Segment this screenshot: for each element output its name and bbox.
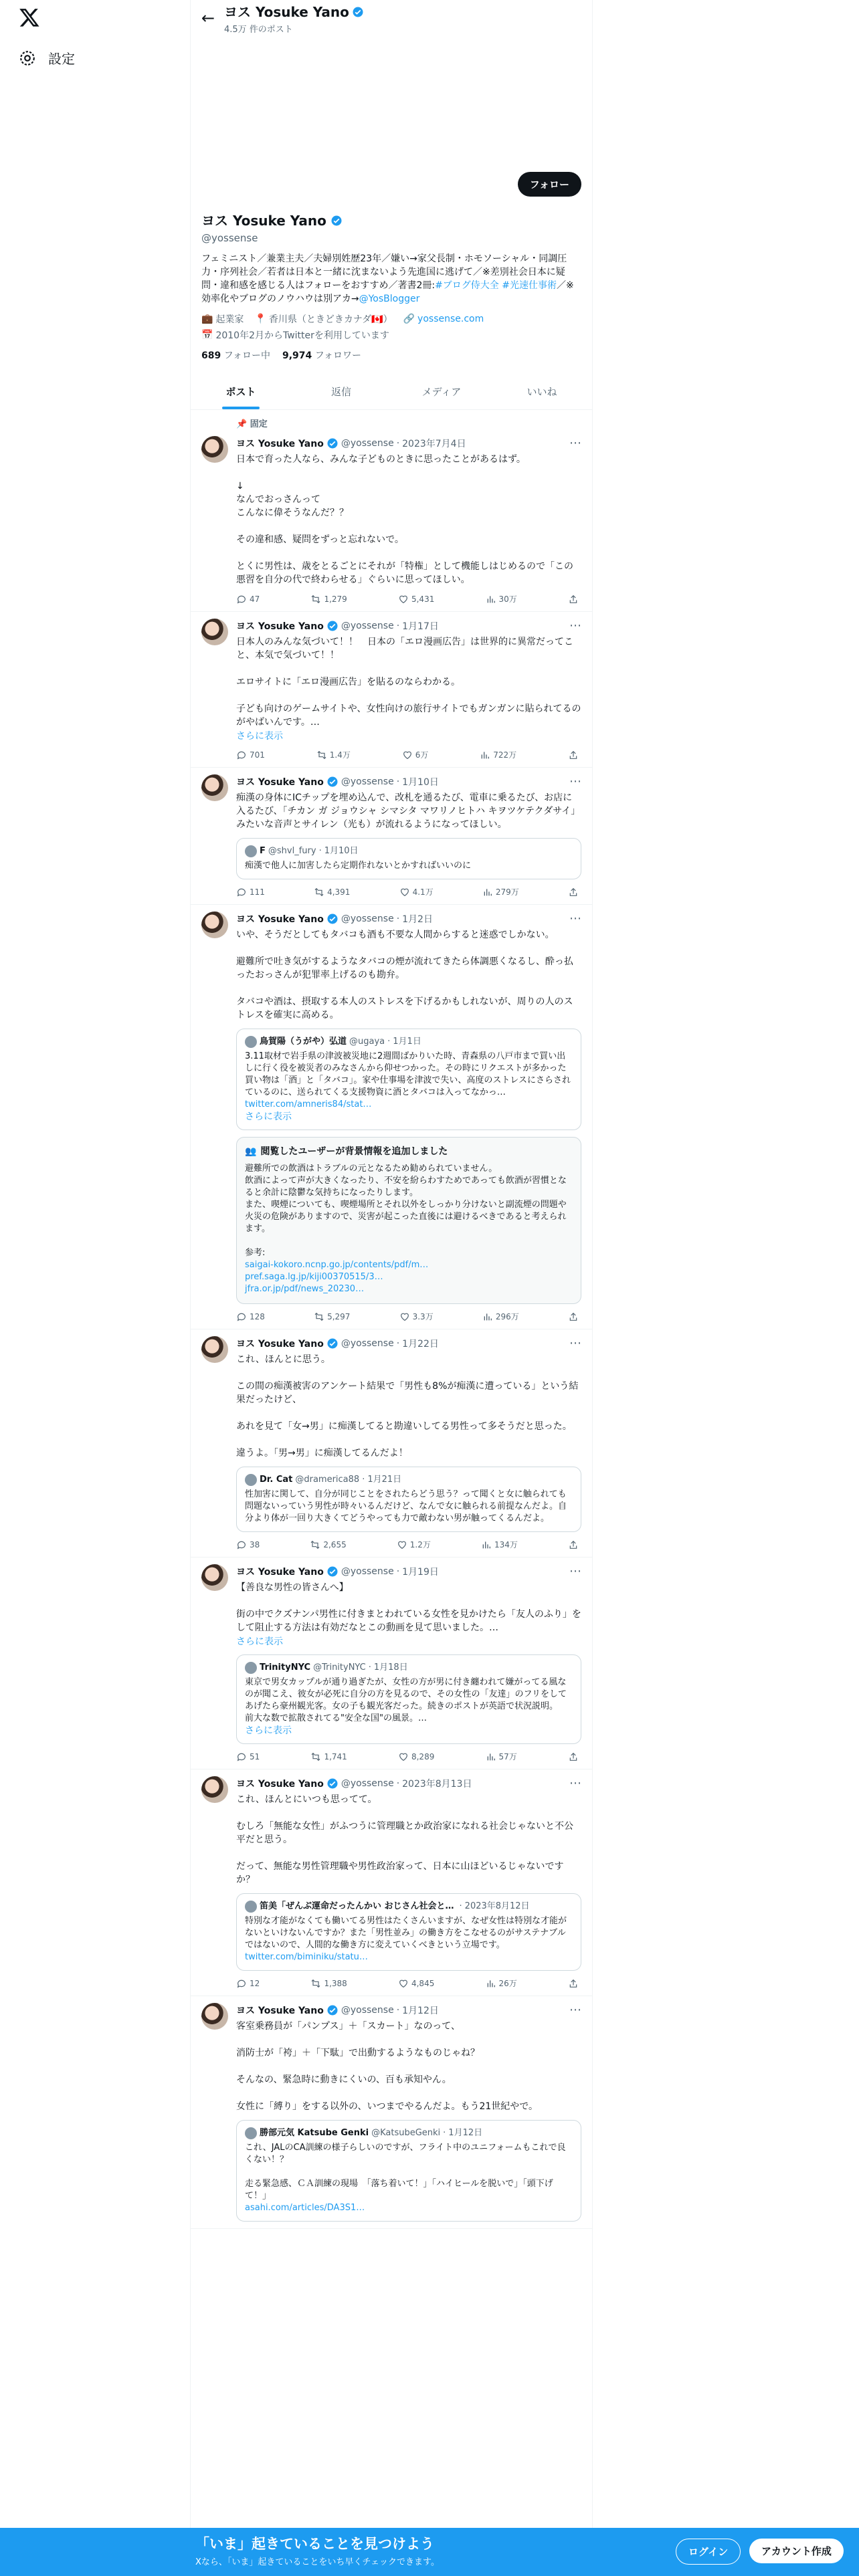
reply-icon (236, 750, 247, 760)
tweet-date[interactable]: 2023年8月13日 (402, 1778, 472, 1790)
quote-author-name: 勝部元気 Katsube Genki (260, 2128, 369, 2138)
tweet-text: 日本で育った人なら、みんな子どものときに思ったことがあるはず。 ↓ なんでおっさんって こんなに偉そうなんだ？？ その違和感、疑問をずっと忘れないで。 とくに男性は、歳をとるごとにそれが「特権」として機能しはじめるので「この悪習を自分の代で終わらせる」ぐらいに思ってほしい。 (236, 454, 573, 585)
repost-icon (310, 1539, 320, 1550)
more-options-icon[interactable]: ⋯ (569, 911, 581, 926)
quote-date: 1月1日 (393, 1037, 421, 1047)
avatar[interactable] (201, 436, 228, 463)
tweet-handle: @yossense (341, 913, 394, 924)
share-icon (568, 750, 579, 760)
website-item[interactable]: 🔗 yossense.com (403, 314, 484, 324)
top-bar (191, 0, 592, 36)
tweet-header (236, 1336, 581, 1350)
link-icon: 🔗 (403, 314, 415, 324)
quoted-tweet[interactable] (236, 2120, 581, 2222)
tweet-actions (236, 749, 581, 760)
more-options-icon[interactable]: ⋯ (569, 1336, 581, 1350)
followers-stat[interactable]: 9,974 フォロワー (282, 350, 362, 361)
reply-button[interactable]: 38 (236, 1539, 260, 1550)
views-button[interactable]: 722万 (480, 749, 516, 760)
tweet-text: 痴漢の身体にICチップを埋め込んで、改札を通るたび、電車に乗るたび、お店に入るたび、「チカン ガ ジョウシャ シマシタ マワリノヒトハ キヲツケテクダサイ」みたいな音声とサイレン（光も）が流れるようになってほしい。 (236, 792, 581, 830)
views-icon (481, 1539, 492, 1550)
following-stat[interactable]: 689 フォロー中 (201, 350, 270, 361)
header-title: ヨス Yosuke Yano (224, 1, 364, 21)
share-icon (568, 1311, 579, 1322)
signup-button[interactable]: アカウント作成 (749, 2539, 844, 2563)
tweet-actions (236, 886, 581, 897)
gear-icon (19, 49, 36, 67)
separator-dot: · (396, 1778, 400, 1789)
share-icon (568, 1751, 579, 1762)
nav-settings[interactable] (19, 48, 75, 68)
tweet-text: 客室乗務員が「パンプス」＋「スカート」なのって、 消防士が「袴」＋「下駄」で出動するようなものじゃね？ そんなの、緊急時に動きにくいの、百も承知やん。 女性に「縛り」をする以外の、いつまでやるんだよ。もう21世紀やで。 (236, 2021, 538, 2112)
separator-dot: · (396, 437, 400, 449)
reply-icon (236, 594, 247, 605)
reply-button[interactable]: 12 (236, 1977, 260, 1989)
tweet-date[interactable]: 1月10日 (402, 776, 439, 788)
tweet[interactable] (191, 1996, 592, 2229)
quote-header (245, 1036, 573, 1048)
quote-handle: @dramerica88 (295, 1475, 360, 1485)
like-button[interactable]: 4,845 (398, 1977, 434, 1989)
show-more-link[interactable]: さらに表示 (245, 1111, 292, 1122)
verified-badge-icon (326, 437, 339, 449)
quote-author-name: 鳥賀陽（うがや）弘道 (260, 1037, 347, 1047)
follow-button[interactable]: フォロー (518, 172, 581, 197)
quote-avatar (245, 1662, 257, 1674)
separator-dot: · (396, 1337, 400, 1349)
heart-icon (398, 1751, 409, 1762)
verified-badge-icon (326, 1566, 339, 1578)
people-icon: 👥 (245, 1146, 257, 1157)
views-icon (480, 750, 490, 760)
tweet-header (236, 1564, 581, 1578)
reply-button[interactable]: 701 (236, 749, 265, 760)
tweet-actions (236, 1751, 581, 1762)
tweet-header (236, 2003, 581, 2017)
separator-dot: · (396, 620, 400, 631)
share-button[interactable] (568, 886, 579, 897)
quote-avatar (245, 1036, 257, 1048)
quote-text: 特別な才能がなくても働いてる男性はたくさんいますが、なぜ女性は特別な才能がないといけないんですか？また「男性並み」の働き方をこなせるのがサステナブルではないので、人間的な働き方に変えていくべきという立場です。 (245, 1916, 567, 1950)
verified-badge-icon (326, 1778, 339, 1790)
tweet-header (236, 774, 581, 788)
reply-icon (236, 1539, 247, 1550)
quote-avatar (245, 845, 257, 857)
show-more-link[interactable]: さらに表示 (236, 731, 283, 742)
share-button[interactable] (568, 1539, 579, 1550)
note-text: 避難所での飲酒はトラブルの元となるため勧められていません。 飲酒によって声が大きくなったり、不安を紛らわすためであっても飲酒が習慣となると余計に陰鬱な気持ちになったりします。 また、喫煙についても、喫煙場所とそれ以外をしっかり分けないと副流煙の問題や火災の危険がありますので、災害が起こった直後には避けるべきであると考えられます。 (245, 1164, 567, 1234)
quote-header (245, 1662, 573, 1674)
quote-avatar (245, 1901, 257, 1913)
share-button[interactable] (568, 1977, 579, 1989)
tab-posts[interactable]: ポスト (191, 374, 291, 409)
location-icon: 📍 (254, 314, 266, 324)
views-button[interactable]: 279万 (482, 886, 519, 897)
quote-date: 1月21日 (367, 1475, 402, 1485)
tweet-date[interactable]: 1月2日 (402, 914, 433, 925)
tweet-actions (236, 1311, 581, 1322)
share-icon (568, 1978, 579, 1989)
verified-badge-icon (326, 1337, 339, 1350)
heart-icon (402, 750, 413, 760)
share-button[interactable] (568, 749, 579, 760)
repost-button[interactable]: 1,388 (310, 1977, 347, 1989)
tweet-author-name[interactable]: ヨス Yosuke Yano (236, 2005, 324, 2016)
share-button[interactable] (568, 593, 579, 605)
x-logo-icon[interactable] (19, 7, 40, 28)
views-button[interactable]: 30万 (486, 593, 517, 605)
quote-handle: @KatsubeGenki (371, 2128, 441, 2138)
more-options-icon[interactable]: ⋯ (569, 436, 581, 450)
share-button[interactable] (568, 1751, 579, 1762)
tweet[interactable] (191, 1769, 592, 1996)
tweet-header (236, 1776, 581, 1790)
quote-header (245, 1901, 573, 1913)
avatar[interactable] (201, 1336, 228, 1363)
share-icon (568, 1539, 579, 1550)
separator-dot: · (443, 2128, 446, 2138)
share-icon (568, 594, 579, 605)
reply-icon (236, 1751, 247, 1762)
separator-dot: · (387, 1037, 391, 1047)
views-icon (486, 1751, 496, 1762)
verified-badge-icon (326, 2004, 339, 2016)
show-more-link[interactable]: さらに表示 (245, 1725, 292, 1736)
tweet-handle: @yossense (341, 620, 394, 631)
quote-author-name: 笛美「ぜんぶ運命だったんかい おじさん社会と… (260, 1901, 454, 1911)
share-icon (568, 887, 579, 897)
repost-button[interactable]: 5,297 (314, 1311, 350, 1322)
tweet[interactable] (191, 429, 592, 612)
separator-dot: · (318, 846, 322, 856)
avatar[interactable] (201, 2003, 228, 2030)
views-icon (482, 1311, 493, 1322)
profile-tabs (191, 374, 592, 410)
quoted-tweet[interactable] (236, 1893, 581, 1971)
verified-badge-icon (326, 913, 339, 925)
quote-avatar (245, 2127, 257, 2139)
tweet-text: これ、ほんとに思う。 この間の痴漢被害のアンケート結果で「男性も8%が痴漢に遭っている」という結果だったけど、 あれを見て「女→男」に痴漢してると勘違いしてる男性って多そうだと思った。 違うよ。「男→男」に痴漢してるんだよ！ (236, 1354, 579, 1459)
avatar[interactable] (201, 1776, 228, 1803)
like-button[interactable]: 1.2万 (397, 1539, 431, 1550)
quote-date: 2023年8月12日 (464, 1901, 530, 1911)
avatar[interactable] (201, 1564, 228, 1591)
tweet-header (236, 619, 581, 633)
tweet-author-name[interactable]: ヨス Yosuke Yano (236, 1338, 324, 1350)
tweet-author-name[interactable]: ヨス Yosuke Yano (236, 1566, 324, 1578)
profile-banner (191, 36, 592, 191)
repost-button[interactable]: 1,279 (310, 593, 347, 605)
quote-handle: @TrinityNYC (313, 1662, 366, 1673)
repost-button[interactable]: 1.4万 (316, 749, 351, 760)
tweet-actions (236, 1977, 581, 1989)
tweet-date[interactable]: 2023年7月4日 (402, 438, 466, 449)
reply-icon (236, 1978, 247, 1989)
calendar-icon: 📅 (201, 330, 213, 340)
tweet-handle: @yossense (341, 1566, 394, 1577)
quote-author-name: TrinityNYC (260, 1662, 311, 1673)
heart-icon (397, 1539, 407, 1550)
note-title: 👥 閲覧したユーザーが背景情報を追加しました (245, 1146, 448, 1157)
reply-button[interactable]: 111 (236, 886, 265, 897)
quoted-tweet[interactable] (236, 1029, 581, 1130)
heart-icon (399, 887, 410, 897)
reply-icon (236, 887, 247, 897)
tab-media[interactable]: メディア (421, 386, 462, 398)
like-button[interactable]: 4.1万 (399, 886, 434, 897)
avatar[interactable] (201, 619, 228, 645)
quote-date: 1月18日 (373, 1662, 408, 1673)
heart-icon (398, 1978, 409, 1989)
reply-icon (236, 1311, 247, 1322)
quote-date: 1月12日 (448, 2128, 483, 2138)
like-button[interactable]: 8,289 (398, 1751, 434, 1762)
profile-info (191, 170, 592, 362)
repost-button[interactable]: 2,655 (310, 1539, 346, 1550)
show-more-link[interactable]: さらに表示 (236, 1636, 283, 1647)
separator-dot: · (396, 1566, 400, 1577)
avatar[interactable] (201, 774, 228, 801)
quote-handle: @ugaya (349, 1037, 385, 1047)
tweet-author-name[interactable]: ヨス Yosuke Yano (236, 776, 324, 788)
tweet-handle: @yossense (341, 2004, 394, 2016)
like-button[interactable]: 3.3万 (399, 1311, 434, 1322)
follow-stats (201, 348, 581, 362)
quote-text: これ、JALのCA訓練の様子らしいのですが、フライト中のユニフォームもこれで良くない！？ 走る緊急感、ＣＡ訓練の現場 「落ち着いて！」「ハイヒールを脱いで」「頭下げて！」 (245, 2143, 566, 2201)
briefcase-icon: 💼 (201, 314, 213, 324)
verified-badge-icon (326, 776, 339, 788)
separator-dot: · (396, 913, 400, 924)
profile-bio: フェミニスト／兼業主夫／夫婦別姓歴23年／嫌い→家父長制・ホモソーシャル・同調圧力・序列社会／若者は日本と一緒に沈まないよう先進国に逃げて／※差別社会日本に疑問・違和感を感じる人はフォローをおすすめ／著書2冊:#ブログ侍大全 #光速仕事術／※効率化やブログのノウハウは別アカ→@YosBlogger (201, 253, 574, 304)
heart-icon (399, 1311, 410, 1322)
tweet-header (236, 436, 581, 450)
quote-avatar (245, 1474, 257, 1486)
tweet[interactable] (191, 768, 592, 905)
tweet[interactable] (191, 905, 592, 1329)
repost-icon (316, 750, 327, 760)
login-button[interactable]: ログイン (676, 2539, 741, 2565)
reply-button[interactable]: 128 (236, 1311, 265, 1322)
more-options-icon[interactable]: ⋯ (569, 1564, 581, 1578)
tweet-date[interactable]: 1月17日 (402, 621, 439, 632)
banner-subtitle: Xなら、「いま」起きていることをいち早くチェックできます。 (195, 2557, 440, 2567)
separator-dot: · (362, 1475, 365, 1485)
repost-icon (314, 887, 324, 897)
quote-link[interactable]: twitter.com/amneris84/stat… (245, 1099, 372, 1109)
views-icon (486, 594, 496, 605)
tweet-date[interactable]: 1月22日 (402, 1338, 439, 1350)
repost-icon (310, 594, 321, 605)
tweet-author-name[interactable]: ヨス Yosuke Yano (236, 438, 324, 449)
like-button[interactable]: 6万 (402, 749, 429, 760)
tweet-date[interactable]: 1月19日 (402, 1566, 439, 1578)
repost-button[interactable]: 1,741 (310, 1751, 347, 1762)
quote-header (245, 2127, 573, 2139)
bio-mention-link[interactable]: @YosBlogger (359, 294, 420, 304)
tweet-text: いや、そうだとしてもタバコも酒も不要な人間からすると迷惑でしかない。 避難所で吐き気がするようなタバコの煙が流れてきたら体調悪くなるし、酔っ払ったおっさんが犯罪率上げるのも勘弁。 タバコや酒は、摂取する本人のストレスを下げるかもしれないが、周りの人のストレスを確実に高める。 (236, 930, 573, 1021)
settings-label: 設定 (48, 51, 75, 67)
tab-likes[interactable]: いいね (527, 386, 557, 398)
views-button[interactable]: 57万 (486, 1751, 517, 1762)
quote-header (245, 845, 573, 857)
quote-text: 痴漢で他人に加害したら定期作れないとかすればいいのに (245, 861, 472, 871)
tweet-handle: @yossense (341, 437, 394, 449)
separator-dot: · (368, 1662, 371, 1673)
verified-badge-icon (352, 5, 364, 17)
location-item: 📍 香川県（ときどきカナダ🇨🇦） (254, 314, 393, 325)
joined-item: 📅 2010年2月からTwitterを利用しています (201, 330, 389, 341)
views-icon (482, 887, 493, 897)
tweet-actions (236, 1539, 581, 1550)
views-button[interactable]: 134万 (481, 1539, 518, 1550)
tweet-handle: @yossense (341, 776, 394, 787)
bio-hashtag-link[interactable]: #ブログ侍大全 #光速仕事術 (435, 280, 557, 291)
share-button[interactable] (568, 1311, 579, 1322)
heart-icon (398, 594, 409, 605)
community-note (236, 1137, 581, 1304)
quote-link[interactable]: twitter.com/biminiku/statu… (245, 1952, 368, 1962)
more-options-icon[interactable]: ⋯ (569, 619, 581, 633)
profile-handle: @yossense (201, 232, 258, 244)
job-item: 💼 起業家 (201, 314, 244, 325)
quote-author-name: Dr. Cat (260, 1475, 293, 1485)
back-arrow-icon[interactable]: ← (201, 9, 215, 27)
quote-date: 1月10日 (324, 846, 359, 856)
views-button[interactable]: 296万 (482, 1311, 519, 1322)
verified-badge-icon (330, 214, 343, 226)
quote-text: 東京で男女カップルが通り過ぎたが、女性の方が男に付き纏われて嫌がってる風なのが聞こえ、彼女が必死に自分の方を見るので、その女性の「友達」のフリをしてあげたら豪州観光客。女の子も観光客だった。続きのポストが英語で状況説明。 前大な数で拡散されてる"安全な国"の風景。… (245, 1677, 567, 1723)
reply-button[interactable]: 51 (236, 1751, 260, 1762)
repost-icon (310, 1751, 321, 1762)
signup-banner (0, 2528, 859, 2576)
quote-link[interactable]: asahi.com/articles/DA3S1… (245, 2203, 365, 2213)
tweet-actions (236, 593, 581, 605)
tweet-date[interactable]: 1月12日 (402, 2005, 439, 2016)
quote-header (245, 1474, 573, 1486)
more-options-icon[interactable]: ⋯ (569, 774, 581, 788)
tweet[interactable] (191, 1329, 592, 1558)
profile-name: ヨス Yosuke Yano (201, 210, 581, 229)
tweet-author-name[interactable]: ヨス Yosuke Yano (236, 621, 324, 632)
quoted-tweet[interactable] (236, 838, 581, 879)
note-link[interactable]: pref.saga.lg.jp/kiji00370515/3… (245, 1272, 383, 1282)
quote-handle: @shvl_fury (268, 846, 316, 856)
quote-author-name: F (260, 846, 266, 856)
quoted-tweet[interactable] (236, 1654, 581, 1744)
tweet-handle: @yossense (341, 1337, 394, 1349)
profile-meta (201, 312, 581, 342)
note-link[interactable]: jfra.or.jp/pdf/news_20230… (245, 1284, 365, 1294)
views-icon (486, 1978, 496, 1989)
separator-dot: · (459, 1901, 462, 1911)
tweet-author-name[interactable]: ヨス Yosuke Yano (236, 914, 324, 925)
quote-text: 性加害に関して、自分が同じことをされたらどう思う？って聞くと女に触られても問題ないっていう男性が時々いるんだけど、なんで女に触られる前提なんだよ。自分より体が一回り大きくてどうやっても力で敵わない男が触ってくるんだよ。 (245, 1489, 567, 1523)
tweet-text: 日本人のみんな気づいて！！ 日本の「エロ漫画広告」は世界的に異常だってこと、本気で気づいて！！ エロサイトに「エロ漫画広告」を貼るのならわかる。 子ども向けのゲームサイトや、女性向けの旅行サイトでもガンガンに貼られてるのがやばいんです。… (236, 637, 581, 728)
note-ref-label: 参考: (245, 1248, 266, 1258)
main-column (190, 0, 593, 2576)
tweet-text: これ、ほんとにいつも思ってて。 むしろ「無能な女性」がふつうに管理職とか政治家になれる社会じゃないと不公平だと思う。 だって、無能な男性管理職や男性政治家って、日本に山ほどいるじゃないですか？ (236, 1794, 573, 1885)
timeline (191, 429, 592, 2229)
tweet-text: 【善良な男性の皆さんへ】 街の中でクズナンパ男性に付きまとわれている女性を見かけたら「友人のふり」をして阻止する方法は有効だなとこの動画を見て思いました。… (236, 1582, 581, 1633)
quoted-tweet[interactable] (236, 1467, 581, 1532)
tweet-author-name[interactable]: ヨス Yosuke Yano (236, 1778, 324, 1790)
repost-icon (314, 1311, 324, 1322)
tweet-header (236, 911, 581, 926)
separator-dot: · (396, 2004, 400, 2016)
pinned-label: 📌 固定 (236, 419, 268, 429)
more-options-icon[interactable]: ⋯ (569, 1776, 581, 1790)
banner-title: 「いま」起きていることを見つけよう (195, 2536, 434, 2552)
tab-replies[interactable]: 返信 (330, 386, 351, 398)
avatar[interactable] (201, 911, 228, 938)
note-link[interactable]: saigai-kokoro.ncnp.go.jp/contents/pdf/m… (245, 1260, 429, 1270)
more-options-icon[interactable]: ⋯ (569, 2003, 581, 2017)
left-nav (0, 0, 190, 2576)
quote-text: 3.11取材で岩手県の津波被災地に2週間ばかりいた時、青森県の八戸市まで買い出しに行く役を被災者のみなさんから仰せつかった。その時にリクエストが多かった買い物は「酒」と「タバコ」。家や仕事場を津波で失い、高度のストレスにさらされているのに、送られてくる支援物資に酒とタバコは入ってなかっ… (245, 1051, 571, 1097)
views-button[interactable]: 26万 (486, 1977, 517, 1989)
repost-icon (310, 1978, 321, 1989)
tweet[interactable] (191, 612, 592, 768)
tweet[interactable] (191, 1558, 592, 1769)
verified-badge-icon (326, 620, 339, 632)
separator-dot: · (396, 776, 400, 787)
post-count: 4.5万 件のポスト (224, 25, 293, 35)
pin-icon: 📌 (236, 419, 248, 429)
tweet-handle: @yossense (341, 1778, 394, 1789)
repost-button[interactable]: 4,391 (314, 886, 350, 897)
reply-button[interactable]: 47 (236, 593, 260, 605)
like-button[interactable]: 5,431 (398, 593, 434, 605)
